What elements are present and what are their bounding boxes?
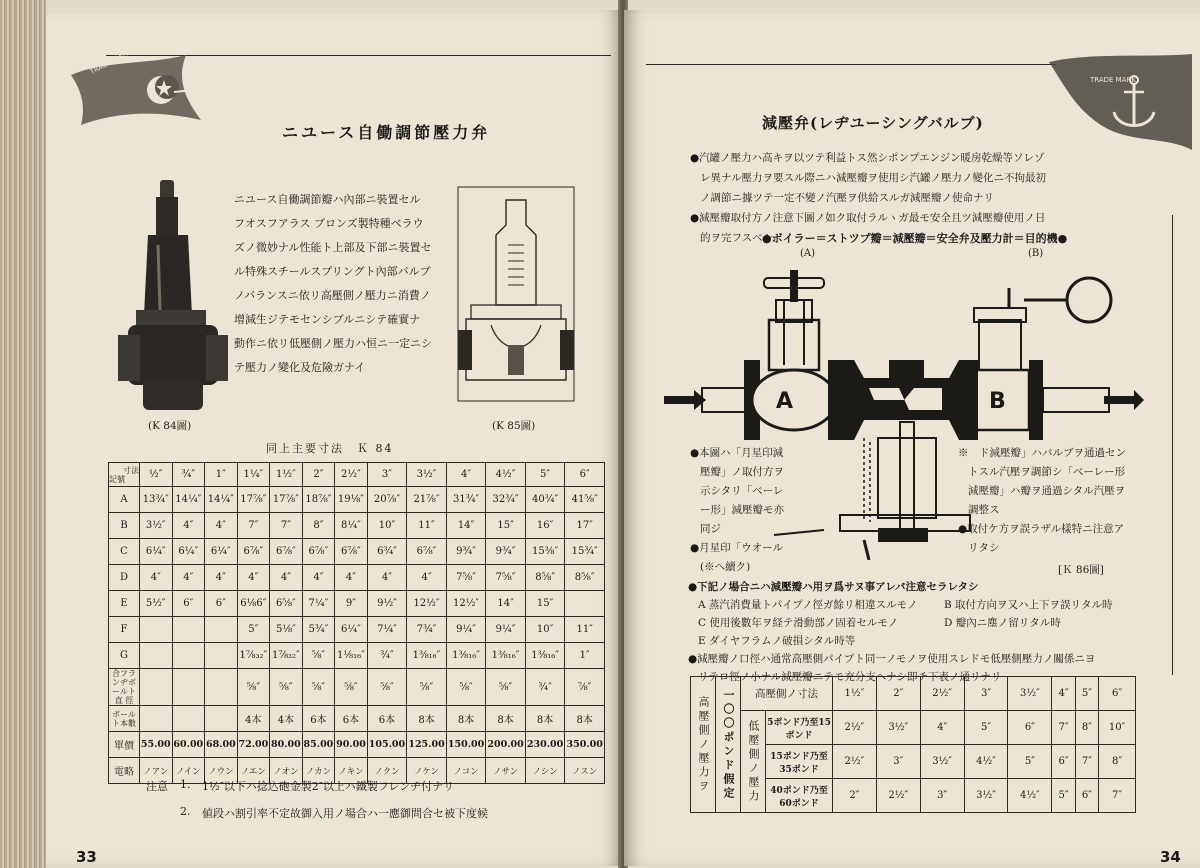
intro-line: 的ヲ完フスベシ	[700, 232, 774, 244]
pressure-size: 2″	[876, 677, 920, 711]
caution-item: A 蒸汽消費量トパイプノ徑ガ餘リ相違スルモノ	[698, 599, 918, 611]
caution-list	[688, 596, 1168, 650]
table-cell: 8本	[486, 706, 526, 732]
pressure-value: 7″	[1075, 745, 1098, 779]
pressure-value: 7″	[1052, 711, 1075, 745]
description-line: テ壓力ノ變化及危險ガナイ	[234, 361, 366, 374]
table-cell	[565, 591, 605, 617]
table-cell: 8⅝″	[525, 565, 565, 591]
pressure-value: 5″	[1052, 779, 1075, 813]
note-right-line: 減壓瓣」ハ瓣ヲ通過シタル汽壓ヲ	[968, 485, 1126, 497]
pressure-value: 4″	[920, 711, 964, 745]
table-cell	[205, 669, 238, 706]
table-cell: ⅝″	[302, 643, 335, 669]
pressure-value: 7″	[1099, 779, 1136, 813]
table-cell: 5⅛″	[270, 617, 303, 643]
book-page-edges	[0, 0, 46, 868]
page-title: 減壓弁(レヂユーシングバルブ)	[762, 114, 984, 132]
table-cell: 9¾″	[486, 539, 526, 565]
assume-label: 一〇〇ポンド假定	[722, 688, 735, 801]
pressure-size: 3½″	[1008, 677, 1052, 711]
table-cell: 10″	[367, 513, 407, 539]
valve-b-label: B	[989, 389, 1006, 414]
size-header: ½″	[140, 463, 173, 487]
trademark-label: TRADE MARK	[1090, 76, 1136, 84]
note-text: 1½″以下ハ捻込砲金製2″以上ハ鐵製フレンヂ付ナリ	[202, 780, 455, 793]
table-cell: 105.00	[367, 732, 407, 758]
table-cell: 5″	[237, 617, 270, 643]
row-label: C	[109, 539, 140, 565]
pressure-value: 6″	[1008, 711, 1052, 745]
description-line: 增減生ジテモセンシブルニシテ確實ナ	[234, 313, 421, 326]
row-label: 合フランヂボールト 直 徑	[109, 669, 140, 706]
pressure-value: 5″	[1008, 745, 1052, 779]
note-left-line: ー形」減壓瓣モ亦	[700, 504, 784, 516]
note-left-line: ●本圖ハ「月星印減	[690, 447, 784, 459]
k85-section-drawing	[456, 185, 576, 405]
table-cell: ⅝″	[367, 669, 407, 706]
caution-item: B 取付方向ヲ又ハ上下ヲ誤リタル時	[944, 599, 1113, 611]
table-cell: 1⅜₁₆″	[407, 643, 447, 669]
row-label: G	[109, 643, 140, 669]
table-row	[109, 487, 605, 513]
table-row	[109, 591, 605, 617]
pressure-range: 5ポンド乃至15ポンド	[766, 711, 833, 745]
table-cell: ノイン	[172, 758, 205, 784]
table-cell: ノアン	[140, 758, 173, 784]
table-cell: 6⅞″	[302, 539, 335, 565]
table-cell: ⅝″	[237, 669, 270, 706]
pressure-value: 3″	[920, 779, 964, 813]
caution-item: D 瓣內ニ塵ノ留リタル時	[944, 617, 1061, 629]
note-right-line: ※ ド減壓瓣」ハバルブヲ通過セン	[958, 447, 1126, 459]
pressure-value: 2″	[833, 779, 877, 813]
table-cell: 4″	[172, 565, 205, 591]
table-cell: 1⅜₁₆″	[446, 643, 486, 669]
diameter-line: リテロ徑ノ小ナル減壓瓣ニテモ充分支ヘナシ即チ下表ノ通リナリ	[698, 671, 1002, 683]
table-cell: ノスン	[565, 758, 605, 784]
boiler-sequence: ●ボイラー＝ストツプ瓣＝減壓瓣＝安全弁及壓力計＝目的機●	[762, 232, 1068, 245]
table-row	[109, 565, 605, 591]
table-cell: 9¼″	[446, 617, 486, 643]
table-cell: 6¼″	[172, 539, 205, 565]
page-number: 34	[1160, 848, 1181, 866]
table-cell: 4″	[407, 565, 447, 591]
table-cell: ノカン	[302, 758, 335, 784]
note-number: 2.	[180, 805, 191, 818]
table-cell: 12½″	[407, 591, 447, 617]
table-cell: 5½″	[140, 591, 173, 617]
table-cell: 17″	[565, 513, 605, 539]
table-cell: 1⅜₁₆″	[486, 643, 526, 669]
table-cell: 11″	[565, 617, 605, 643]
table-row	[109, 732, 605, 758]
table-cell: 14″	[446, 513, 486, 539]
description-line: ノバランスニ依リ高壓側ノ壓力ニ消費ノ	[234, 289, 431, 302]
size-header: 2½″	[335, 463, 368, 487]
k84-valve-illustration	[118, 175, 228, 415]
table-cell: 15″	[525, 591, 565, 617]
table-cell: 15⅜″	[525, 539, 565, 565]
table-cell: 40¾″	[525, 487, 565, 513]
table-cell: 14¼″	[205, 487, 238, 513]
pressure-range: 15ポンド乃至35ポンド	[766, 745, 833, 779]
note-right-line: 調整ス	[968, 504, 1000, 516]
caution-heading: ●下記ノ場合ニハ減壓瓣ハ用ヲ爲サヌ事アレバ注意セラレタシ	[688, 581, 979, 593]
table-cell	[172, 669, 205, 706]
table-cell: 6″	[172, 591, 205, 617]
table-cell: 350.00	[565, 732, 605, 758]
right-margin-rule	[1172, 215, 1173, 675]
table-row	[109, 617, 605, 643]
table-cell: 10″	[525, 617, 565, 643]
table-row	[109, 513, 605, 539]
row-label: ボールト本數	[109, 706, 140, 732]
table-cell: 230.00	[525, 732, 565, 758]
table-cell: ノキン	[335, 758, 368, 784]
top-rule	[646, 64, 1056, 65]
note-left-line: 壓瓣」ノ取付方ヲ	[700, 466, 784, 478]
table-title: 同上主要寸法 Ｋ 84	[266, 442, 394, 455]
table-cell: ノケン	[407, 758, 447, 784]
row-label: 單價	[109, 732, 140, 758]
size-header: 4″	[446, 463, 486, 487]
table-cell: 6⅛6″	[237, 591, 270, 617]
pressure-value: 4½″	[964, 745, 1008, 779]
label-a: (A)	[800, 248, 816, 259]
table-cell: 4″	[140, 565, 173, 591]
table-cell: 18⅞″	[302, 487, 335, 513]
table-cell: 7⅝″	[446, 565, 486, 591]
note-left-line: 示シタリ「ベーレ	[700, 485, 784, 497]
table-cell: ⅝″	[270, 669, 303, 706]
table-cell: 6¼″	[335, 617, 368, 643]
note-right	[958, 444, 1158, 558]
table-cell: 9″	[335, 591, 368, 617]
note-left	[690, 444, 840, 577]
table-cell: ノコン	[446, 758, 486, 784]
table-corner-cell	[109, 463, 140, 487]
low-pressure-label: 低壓側ノ壓力	[747, 719, 760, 804]
size-header: 1¼″	[237, 463, 270, 487]
table-cell: 1⅛₁₆″	[335, 643, 368, 669]
table-cell: 6⅞″	[335, 539, 368, 565]
table-cell: 72.00	[237, 732, 270, 758]
table-cell: ¾″	[367, 643, 407, 669]
description-line: ズノ微妙ナル性能ト上部及下部ニ裝置セ	[234, 241, 432, 254]
table-cell: ノエン	[237, 758, 270, 784]
description-line: フオスフアラス ブロンズ製特種ベラウ	[234, 217, 424, 230]
table-cell: 31¾″	[446, 487, 486, 513]
table-cell: 6本	[302, 706, 335, 732]
pressure-range: 40ポンド乃至60ポンド	[766, 779, 833, 813]
page-33	[46, 10, 622, 866]
table-cell	[205, 617, 238, 643]
table-cell: ノウン	[205, 758, 238, 784]
table-cell: ノオン	[270, 758, 303, 784]
table-cell: 11″	[407, 513, 447, 539]
note-right-line: トスル汽壓ヲ調節シ「ベーレー形	[968, 466, 1126, 478]
pressure-header-row	[691, 677, 1136, 711]
pressure-size: 5″	[1075, 677, 1098, 711]
table-cell: 4″	[205, 513, 238, 539]
caution-item: E ダイヤフラムノ破損シタル時等	[698, 635, 856, 647]
table-cell: 4″	[237, 565, 270, 591]
table-cell: 6¼″	[140, 539, 173, 565]
table-cell: 12½″	[446, 591, 486, 617]
table-cell: ⅝″	[446, 669, 486, 706]
table-cell: 4″	[367, 565, 407, 591]
row-label: D	[109, 565, 140, 591]
table-cell: 14″	[486, 591, 526, 617]
dimension-table	[108, 462, 605, 784]
table-cell: 8″	[302, 513, 335, 539]
table-cell: 55.00	[140, 732, 173, 758]
table-cell	[172, 706, 205, 732]
table-cell: 7¾″	[407, 617, 447, 643]
table-cell: 7″	[270, 513, 303, 539]
table-cell: ⅝″	[335, 669, 368, 706]
size-header-label: 高壓側ノ寸法	[741, 677, 833, 711]
table-cell: 90.00	[335, 732, 368, 758]
intro-line: ノ調節ニ據ツテ一定不變ノ汽壓ヲ供給スルガ減壓瓣ノ使命ナリ	[700, 192, 994, 204]
caution-section	[688, 578, 1168, 686]
table-cell: 9½″	[367, 591, 407, 617]
table-cell: ノクン	[367, 758, 407, 784]
table-cell: ⅝″	[486, 669, 526, 706]
pressure-size: 1½″	[833, 677, 877, 711]
table-cell: 4″	[335, 565, 368, 591]
caution-item: C 使用後數年ヲ経テ滑動部ノ固着セルモノ	[698, 617, 899, 629]
moon-star-trademark-icon	[66, 47, 206, 130]
table-cell: 8本	[407, 706, 447, 732]
label-b: (B)	[1028, 248, 1044, 259]
page-number: 33	[76, 848, 97, 866]
diameter-line: ●減壓瓣ノ口徑ハ通常高壓側パイプト同一ノモノヲ使用スレドモ低壓側壓力ノ關係ニヨ	[688, 653, 1096, 665]
row-label: 電略	[109, 758, 140, 784]
table-cell: 7⅝″	[486, 565, 526, 591]
pressure-value: 6″	[1052, 745, 1075, 779]
high-pressure-label: 高壓側ノ壓力ヲ	[697, 695, 710, 794]
table-cell: 14¼″	[172, 487, 205, 513]
note-left-line: 同ジ	[700, 523, 721, 535]
table-cell: 1⅞₃₂″	[237, 643, 270, 669]
table-cell: 17⅞″	[237, 487, 270, 513]
note-text: 値段ハ割引率不定故御入用ノ場合ハ一應御問合セ被下度候	[202, 807, 488, 820]
pressure-value: 8″	[1075, 711, 1098, 745]
table-row	[109, 539, 605, 565]
table-cell: 4″	[302, 565, 335, 591]
fig-k86-caption: [Ｋ 86圖]	[1058, 564, 1104, 576]
fig-k84-caption: (K 84圖)	[148, 420, 192, 432]
table-cell	[205, 643, 238, 669]
table-cell: ノシン	[525, 758, 565, 784]
table-cell: 9¾″	[446, 539, 486, 565]
table-cell: 6″	[205, 591, 238, 617]
assume-label-cell	[716, 677, 741, 813]
pressure-table	[690, 676, 1136, 813]
table-cell: 6⅞″	[407, 539, 447, 565]
table-cell	[140, 643, 173, 669]
table-cell: 6本	[335, 706, 368, 732]
pressure-value: 3½″	[876, 711, 920, 745]
table-cell	[172, 643, 205, 669]
table-cell: 32¾″	[486, 487, 526, 513]
table-cell: 9¼″	[486, 617, 526, 643]
table-cell: 80.00	[270, 732, 303, 758]
table-cell: ¾″	[525, 669, 565, 706]
pressure-value: 3″	[876, 745, 920, 779]
pressure-value: 2½″	[876, 779, 920, 813]
table-cell: 6本	[367, 706, 407, 732]
table-cell: ⅝″	[407, 669, 447, 706]
anchor-trademark-icon	[1044, 50, 1194, 160]
intro-line: ●汽罐ノ壓力ハ高キヲ以ツテ利益トス然シポンプエンジン暖房乾燥等ソレゾ	[690, 152, 1045, 164]
table-cell: 68.00	[205, 732, 238, 758]
table-row	[109, 643, 605, 669]
description-text	[234, 188, 464, 380]
valve-a-label: A	[776, 389, 794, 414]
table-cell: 200.00	[486, 732, 526, 758]
size-header: 6″	[565, 463, 605, 487]
intro-line: レ異ナル壓力ヲ要スル際ニハ減壓瓣ヲ使用シ汽罐ノ壓力ノ變化ニ不拘最初	[700, 172, 1046, 184]
table-cell: 6⅞″	[270, 539, 303, 565]
table-cell: 7¼″	[302, 591, 335, 617]
table-cell: 16″	[525, 513, 565, 539]
table-cell: 4″	[205, 565, 238, 591]
table-cell	[140, 706, 173, 732]
dimension-table-body	[109, 487, 605, 784]
table-cell: 6¾″	[367, 539, 407, 565]
left-label-cell	[691, 677, 716, 813]
pressure-value: 10″	[1099, 711, 1136, 745]
table-cell: 15″	[486, 513, 526, 539]
table-row	[109, 706, 605, 732]
description-line: ル特殊スチールスプリングト內部バルブ	[234, 265, 431, 278]
pressure-value: 2½″	[833, 711, 877, 745]
page-title: ニユース自働調節壓力弁	[282, 123, 491, 142]
note-left-line: (※へ續ク)	[700, 561, 751, 573]
table-cell: 4本	[237, 706, 270, 732]
table-cell: 8⅝″	[565, 565, 605, 591]
size-header: ¾″	[172, 463, 205, 487]
size-header: 3½″	[407, 463, 447, 487]
table-cell: 7¼″	[367, 617, 407, 643]
pressure-value: 8″	[1099, 745, 1136, 779]
table-cell: 6⅝″	[270, 591, 303, 617]
table-row	[109, 669, 605, 706]
table-cell: 15¾″	[565, 539, 605, 565]
pressure-value: 2½″	[833, 745, 877, 779]
table-cell: 7″	[237, 513, 270, 539]
corner-top: 寸法	[123, 465, 139, 475]
size-header: 2″	[302, 463, 335, 487]
size-header: 4½″	[486, 463, 526, 487]
table-cell: 4″	[172, 513, 205, 539]
description-line: ニユース自働調節瓣ハ內部ニ裝置セル	[234, 193, 421, 206]
trademark-label: TRADE MARK	[88, 47, 134, 77]
note-right-line: ●取付ケ方ヲ誤ラザル樣特ニ注意ア	[958, 523, 1125, 535]
row-label: E	[109, 591, 140, 617]
table-cell	[205, 706, 238, 732]
table-cell	[140, 669, 173, 706]
table-cell: 8本	[565, 706, 605, 732]
pressure-value: 6″	[1075, 779, 1098, 813]
page-34	[624, 10, 1200, 866]
table-cell: 1⅞₃₂″	[270, 643, 303, 669]
table-cell: 3½″	[140, 513, 173, 539]
note-right-line: リタシ	[968, 542, 1000, 554]
row-label: F	[109, 617, 140, 643]
table-cell: 21⅞″	[407, 487, 447, 513]
table-cell	[140, 617, 173, 643]
pressure-value: 5″	[964, 711, 1008, 745]
size-header: 1½″	[270, 463, 303, 487]
row-label: B	[109, 513, 140, 539]
table-cell: 60.00	[172, 732, 205, 758]
table-cell: 5¾″	[302, 617, 335, 643]
pressure-value: 3½″	[920, 745, 964, 779]
table-cell	[172, 617, 205, 643]
table-cell: 20⅞″	[367, 487, 407, 513]
size-header: 5″	[525, 463, 565, 487]
pressure-size: 4″	[1052, 677, 1075, 711]
description-line: 動作ニ依リ低壓側ノ壓力ハ恒ニ一定ニシ	[234, 337, 432, 350]
row-label: A	[109, 487, 140, 513]
table-cell: 6¼″	[205, 539, 238, 565]
table-cell: 4本	[270, 706, 303, 732]
table-cell: ノサン	[486, 758, 526, 784]
pressure-row	[691, 711, 1136, 745]
table-cell: 1⅜₁₆″	[525, 643, 565, 669]
fig-k85-caption: (K 85圖)	[492, 420, 536, 432]
table-cell: 150.00	[446, 732, 486, 758]
notes-label: 注意	[146, 780, 168, 793]
table-cell: 41⅝″	[565, 487, 605, 513]
table-cell: 8本	[525, 706, 565, 732]
pressure-value: 4½″	[1008, 779, 1052, 813]
table-cell: 8¼″	[335, 513, 368, 539]
table-cell: ⅞″	[565, 669, 605, 706]
pressure-size: 3″	[964, 677, 1008, 711]
table-cell: 6⅞″	[237, 539, 270, 565]
table-header-row	[109, 463, 605, 487]
table-cell: 1″	[565, 643, 605, 669]
corner-bottom: 記號	[109, 474, 125, 484]
pressure-size: 6″	[1099, 677, 1136, 711]
pressure-size: 2½″	[920, 677, 964, 711]
table-cell: ⅝″	[302, 669, 335, 706]
size-header: 3″	[367, 463, 407, 487]
table-cell: 19⅛″	[335, 487, 368, 513]
table-cell: 125.00	[407, 732, 447, 758]
note-number: 1.	[180, 778, 191, 791]
size-header: 1″	[205, 463, 238, 487]
table-cell: 4″	[270, 565, 303, 591]
intro-line: ●減壓瓣取付方ノ注意下圖ノ如ク取付ラルヽガ最モ安全且ツ減壓瓣使用ノ日	[690, 212, 1046, 224]
table-cell: 17⅞″	[270, 487, 303, 513]
pressure-value: 3½″	[964, 779, 1008, 813]
table-cell: 85.00	[302, 732, 335, 758]
low-label-cell	[741, 711, 766, 813]
note-left-line: ●月星印「ウオール	[690, 542, 783, 554]
table-cell: 13¾″	[140, 487, 173, 513]
table-cell: 8本	[446, 706, 486, 732]
